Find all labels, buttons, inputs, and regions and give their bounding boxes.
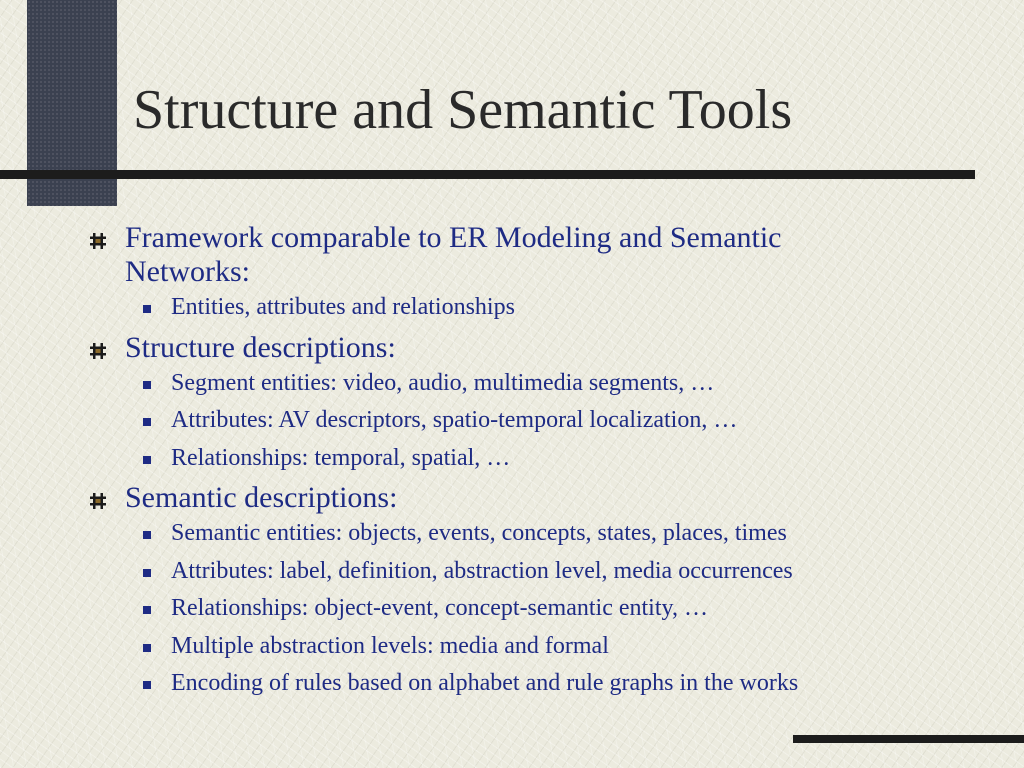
square-bullet-icon [143, 681, 151, 689]
sub-list [125, 519, 988, 697]
sub-list-item [125, 406, 988, 434]
sub-list [125, 293, 988, 321]
square-bullet-icon [143, 606, 151, 614]
sub-list-item [125, 519, 988, 547]
hash-bullet-icon [90, 233, 106, 249]
square-bullet-icon [143, 418, 151, 426]
sub-list-item-text: Multiple abstraction levels: media and formal [171, 632, 609, 659]
sub-list-item [125, 444, 988, 472]
sub-list-item [125, 557, 988, 585]
hash-bullet-icon [90, 343, 106, 359]
sub-list [125, 369, 988, 472]
slide-title: Structure and Semantic Tools [133, 79, 793, 141]
sub-list-item-text: Relationships: temporal, spatial, … [171, 444, 511, 471]
sub-list-item-text: Attributes: AV descriptors, spatio-temporal localization, … [171, 407, 738, 433]
sub-list-item-text: Attributes: label, definition, abstraction level, media occurrences [171, 557, 793, 584]
sub-list-item-text: Relationships: object-event, concept-semantic entity, … [171, 595, 708, 621]
sub-list-item-text: Encoding of rules based on alphabet and rule graphs in the works [171, 670, 799, 696]
sub-list-item [125, 632, 988, 660]
square-bullet-icon [143, 305, 151, 313]
square-bullet-icon [143, 381, 151, 389]
sub-list-item-text: Semantic entities: objects, events, concepts, states, places, times [171, 520, 787, 546]
sub-list-item-text: Entities, attributes and relationships [171, 294, 515, 320]
list-item-text: Framework comparable to ER Modeling and Semantic Networks: [125, 221, 782, 288]
list-item-text: Structure descriptions: [125, 330, 396, 364]
list-item [88, 481, 988, 697]
list-item [88, 221, 988, 321]
list-item [88, 331, 988, 472]
square-bullet-icon [143, 456, 151, 464]
hash-bullet-icon [90, 493, 106, 509]
title-underline-rule [0, 170, 975, 179]
square-bullet-icon [143, 531, 151, 539]
square-bullet-icon [143, 569, 151, 577]
square-bullet-icon [143, 644, 151, 652]
sub-list-item [125, 669, 988, 697]
footer-rule [793, 735, 1024, 743]
bullet-list [88, 221, 988, 707]
sub-list-item-text: Segment entities: video, audio, multimedia segments, … [171, 369, 715, 396]
sub-list-item [125, 369, 988, 397]
sub-list-item [125, 594, 988, 622]
list-item-text: Semantic descriptions: [125, 481, 398, 514]
sub-list-item [125, 293, 988, 321]
